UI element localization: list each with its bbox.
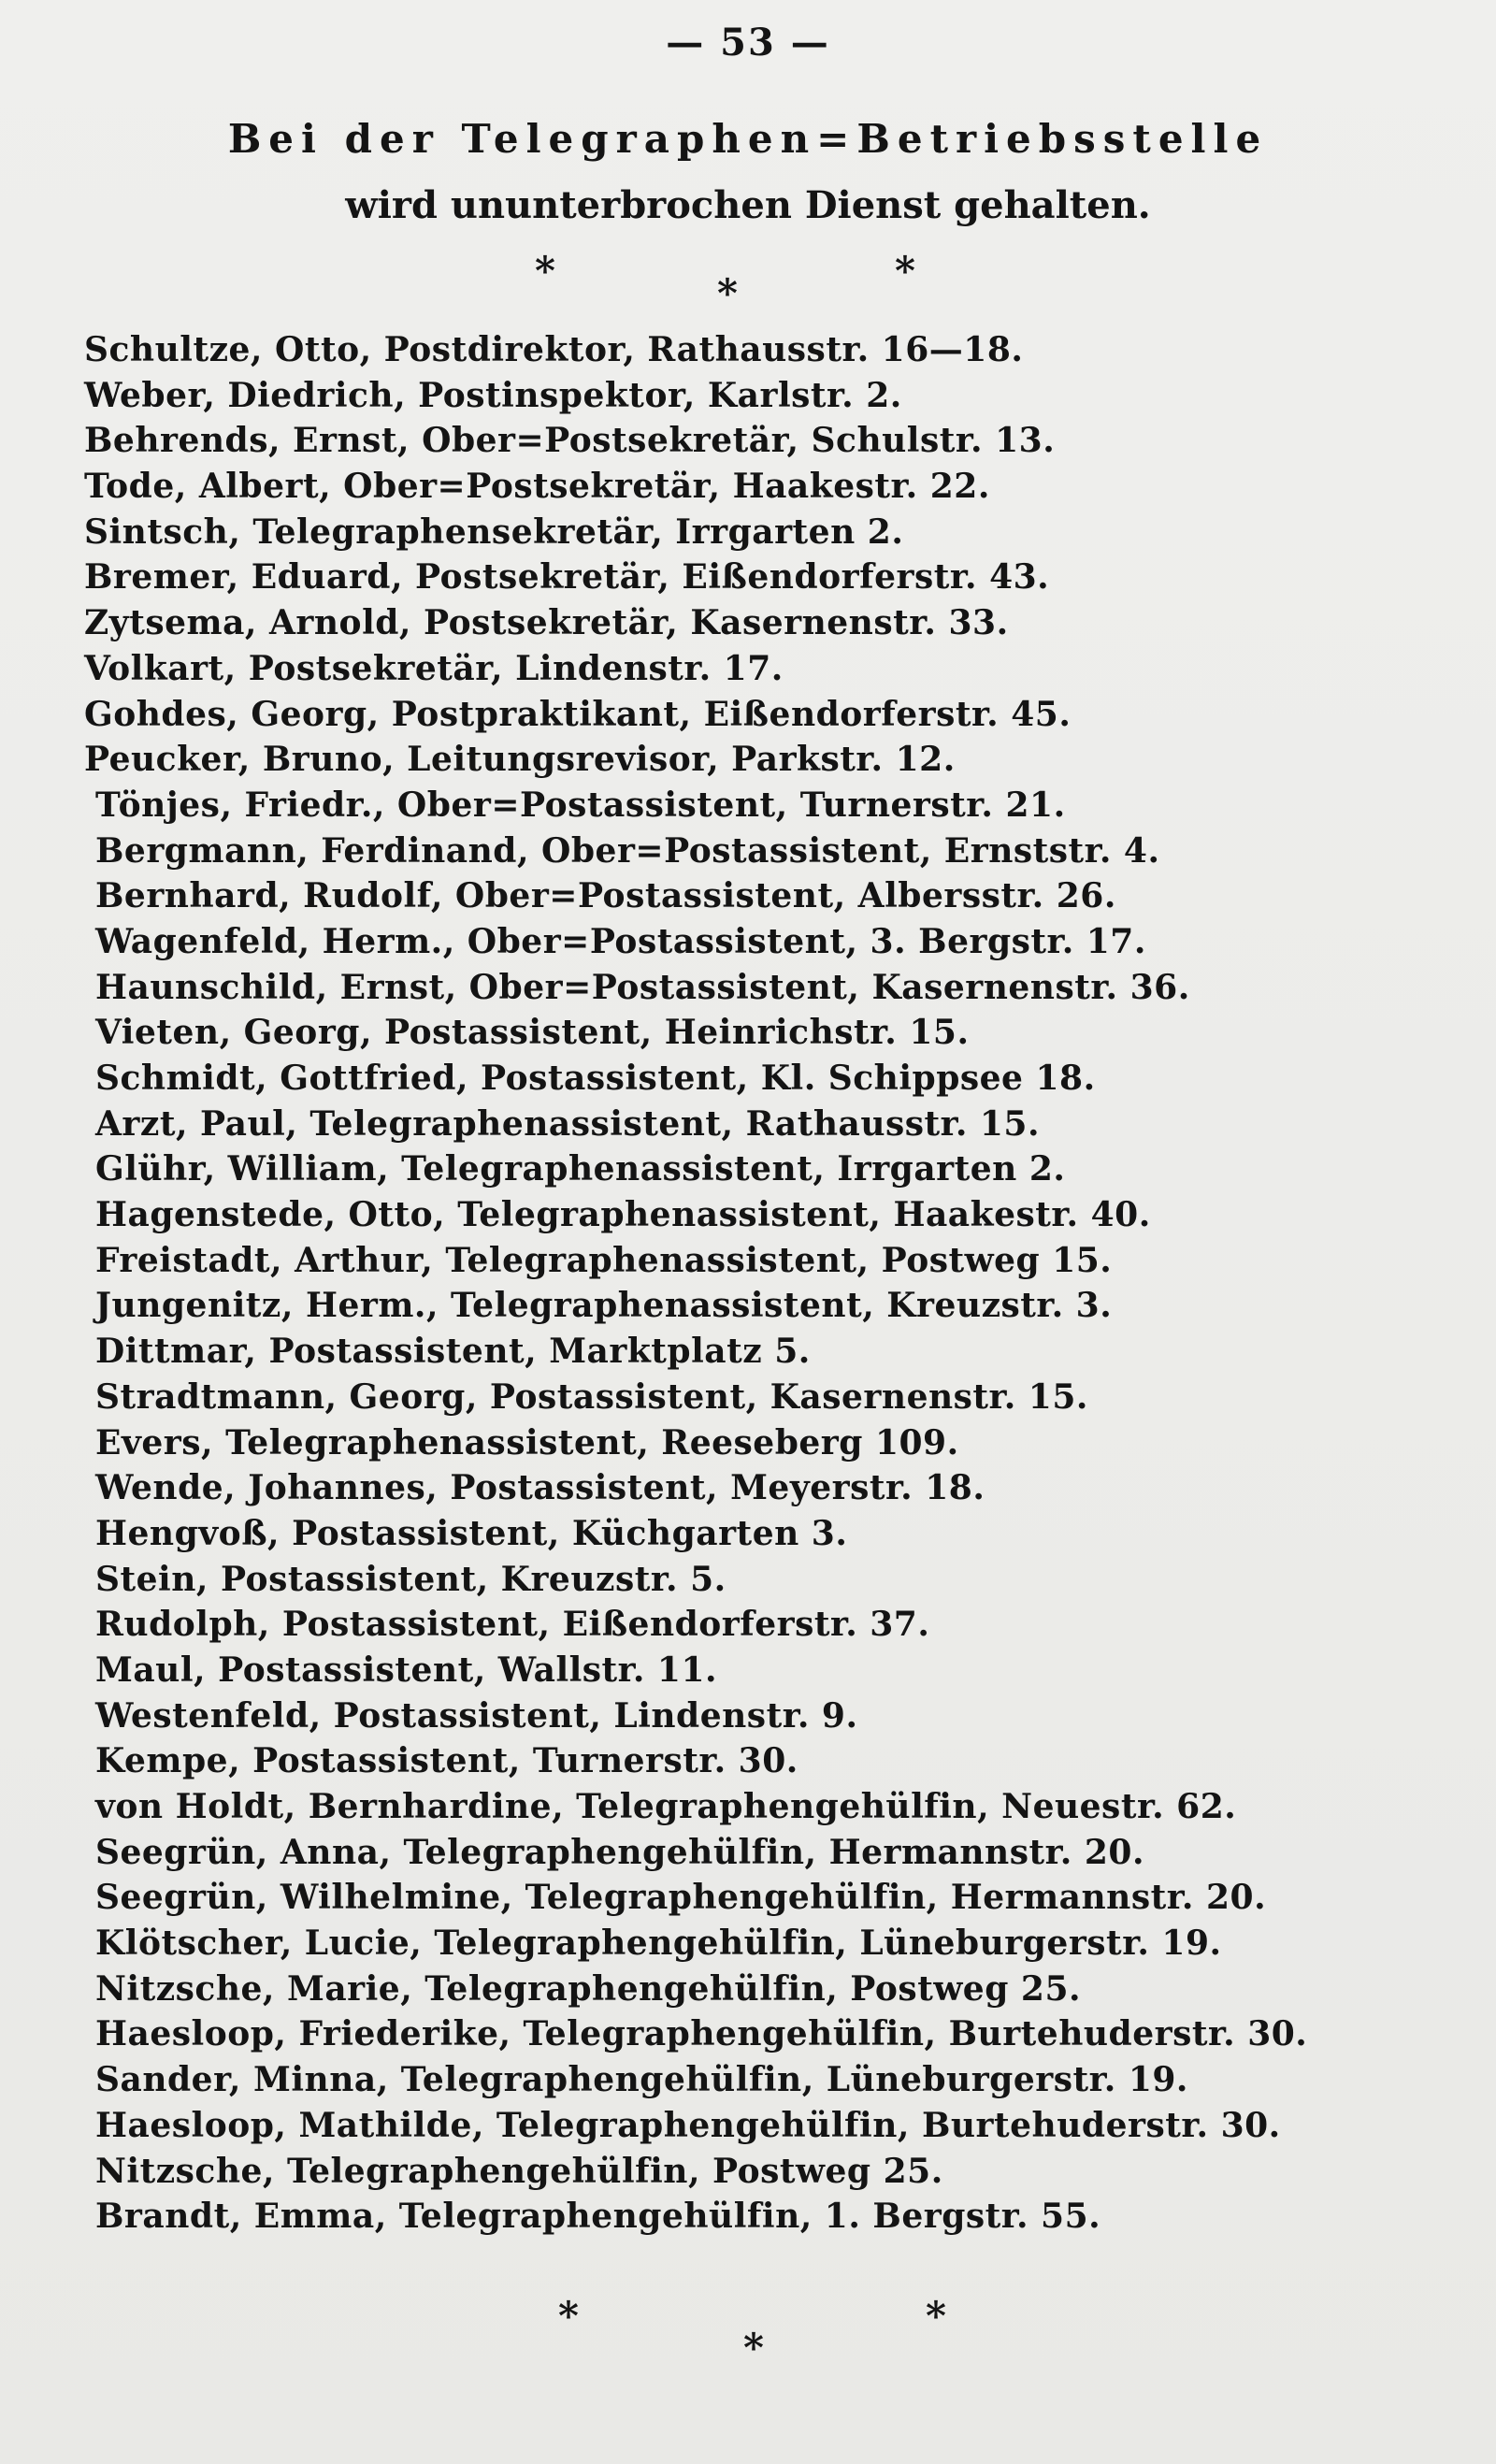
list-item: Wagenfeld, Herm., Ober=Postassistent, 3. Bergstr. 17.: [95, 921, 1146, 961]
list-item: Nitzsche, Telegraphengehülfin, Postweg 25.: [95, 2151, 943, 2191]
staff-directory-list: [84, 327, 1440, 2240]
list-item: Gohdes, Georg, Postpraktikant, Eißendorferstr. 45.: [84, 694, 1072, 734]
bottom-asterisk-separator: [0, 2293, 1496, 2370]
list-item: Brandt, Emma, Telegraphengehülfin, 1. Bergstr. 55.: [95, 2197, 1101, 2237]
list-item: Behrends, Ernst, Ober=Postsekretär, Schulstr. 13.: [84, 421, 1056, 461]
list-item: Sander, Minna, Telegraphengehülfin, Lüneburgerstr. 19.: [95, 2060, 1188, 2100]
asterisk-middle: *: [717, 270, 738, 316]
list-item: Haesloop, Mathilde, Telegraphengehülfin, Burtehuderstr. 30.: [95, 2105, 1281, 2145]
top-asterisk-separator: [0, 248, 1496, 316]
list-item: Nitzsche, Marie, Telegraphengehülfin, Postweg 25.: [95, 1968, 1082, 2009]
list-item: Evers, Telegraphenassistent, Reeseberg 109.: [95, 1422, 959, 1463]
list-item: Klötscher, Lucie, Telegraphengehülfin, Lüneburgerstr. 19.: [95, 1924, 1222, 1964]
list-item: Schultze, Otto, Postdirektor, Rathausstr. 16—18.: [84, 330, 1024, 369]
list-item: Stein, Postassistent, Kreuzstr. 5.: [95, 1559, 726, 1599]
list-item: Stradtmann, Georg, Postassistent, Kasernenstr. 15.: [95, 1376, 1088, 1417]
list-item: Tönjes, Friedr., Ober=Postassistent, Turnerstr. 21.: [95, 785, 1066, 825]
list-item: Freistadt, Arthur, Telegraphenassistent, Postweg 15.: [95, 1240, 1113, 1280]
list-item: Seegrün, Wilhelmine, Telegraphengehülfin, Hermannstr. 20.: [95, 1878, 1267, 1918]
list-item: Peucker, Bruno, Leitungsrevisor, Parkstr. 12.: [84, 740, 956, 780]
list-item: Seegrün, Anna, Telegraphengehülfin, Hermannstr. 20.: [95, 1832, 1144, 1872]
list-item: Arzt, Paul, Telegraphenassistent, Rathausstr. 15.: [95, 1103, 1041, 1144]
list-item: Weber, Diedrich, Postinspektor, Karlstr. 2.: [84, 375, 902, 415]
list-item: Dittmar, Postassistent, Marktplatz 5.: [95, 1332, 811, 1372]
asterisk-left: *: [535, 248, 555, 294]
list-item: Hengvoß, Postassistent, Küchgarten 3.: [95, 1513, 848, 1553]
list-item: Rudolph, Postassistent, Eißendorferstr. 37.: [95, 1605, 930, 1645]
list-item: Wende, Johannes, Postassistent, Meyerstr. 18.: [95, 1468, 985, 1508]
list-item: Hagenstede, Otto, Telegraphenassistent, Haakestr. 40.: [95, 1195, 1151, 1235]
asterisk-left: *: [558, 2293, 579, 2339]
list-item: Bergmann, Ferdinand, Ober=Postassistent, Ernststr. 4.: [95, 830, 1160, 871]
list-item: Tode, Albert, Ober=Postsekretär, Haakestr. 22.: [84, 467, 990, 507]
page-number: — 53 —: [666, 21, 830, 65]
list-item: Westenfeld, Postassistent, Lindenstr. 9.: [95, 1695, 858, 1736]
list-item: Kempe, Postassistent, Turnerstr. 30.: [95, 1741, 798, 1781]
list-item: von Holdt, Bernhardine, Telegraphengehülfin, Neuestr. 62.: [95, 1787, 1237, 1826]
list-item: Haesloop, Friederike, Telegraphengehülfin, Burtehuderstr. 30.: [95, 2014, 1308, 2054]
section-subheading: wird ununterbrochen Dienst gehalten.: [345, 183, 1151, 227]
list-item: Schmidt, Gottfried, Postassistent, Kl. Schippsee 18.: [95, 1059, 1096, 1098]
list-item: Haunschild, Ernst, Ober=Postassistent, Kasernenstr. 36.: [95, 967, 1190, 1007]
asterisk-right: *: [926, 2293, 946, 2339]
asterisk-right: *: [895, 248, 915, 294]
list-item: Vieten, Georg, Postassistent, Heinrichstr. 15.: [95, 1013, 970, 1053]
list-item: Bernhard, Rudolf, Ober=Postassistent, Albersstr. 26.: [95, 876, 1116, 916]
section-heading: Bei der Telegraphen=Betriebsstelle: [227, 116, 1269, 162]
list-item: Volkart, Postsekretär, Lindenstr. 17.: [84, 648, 784, 688]
list-item: Glühr, William, Telegraphenassistent, Irrgarten 2.: [95, 1149, 1066, 1189]
list-item: Bremer, Eduard, Postsekretär, Eißendorferstr. 43.: [84, 557, 1050, 598]
list-item: Jungenitz, Herm., Telegraphenassistent, Kreuzstr. 3.: [95, 1286, 1113, 1326]
list-item: Zytsema, Arnold, Postsekretär, Kasernenstr. 33.: [84, 603, 1009, 643]
list-item: Sintsch, Telegraphensekretär, Irrgarten 2.: [84, 512, 904, 552]
asterisk-middle: *: [743, 2325, 764, 2370]
list-item: Maul, Postassistent, Wallstr. 11.: [95, 1650, 718, 1690]
